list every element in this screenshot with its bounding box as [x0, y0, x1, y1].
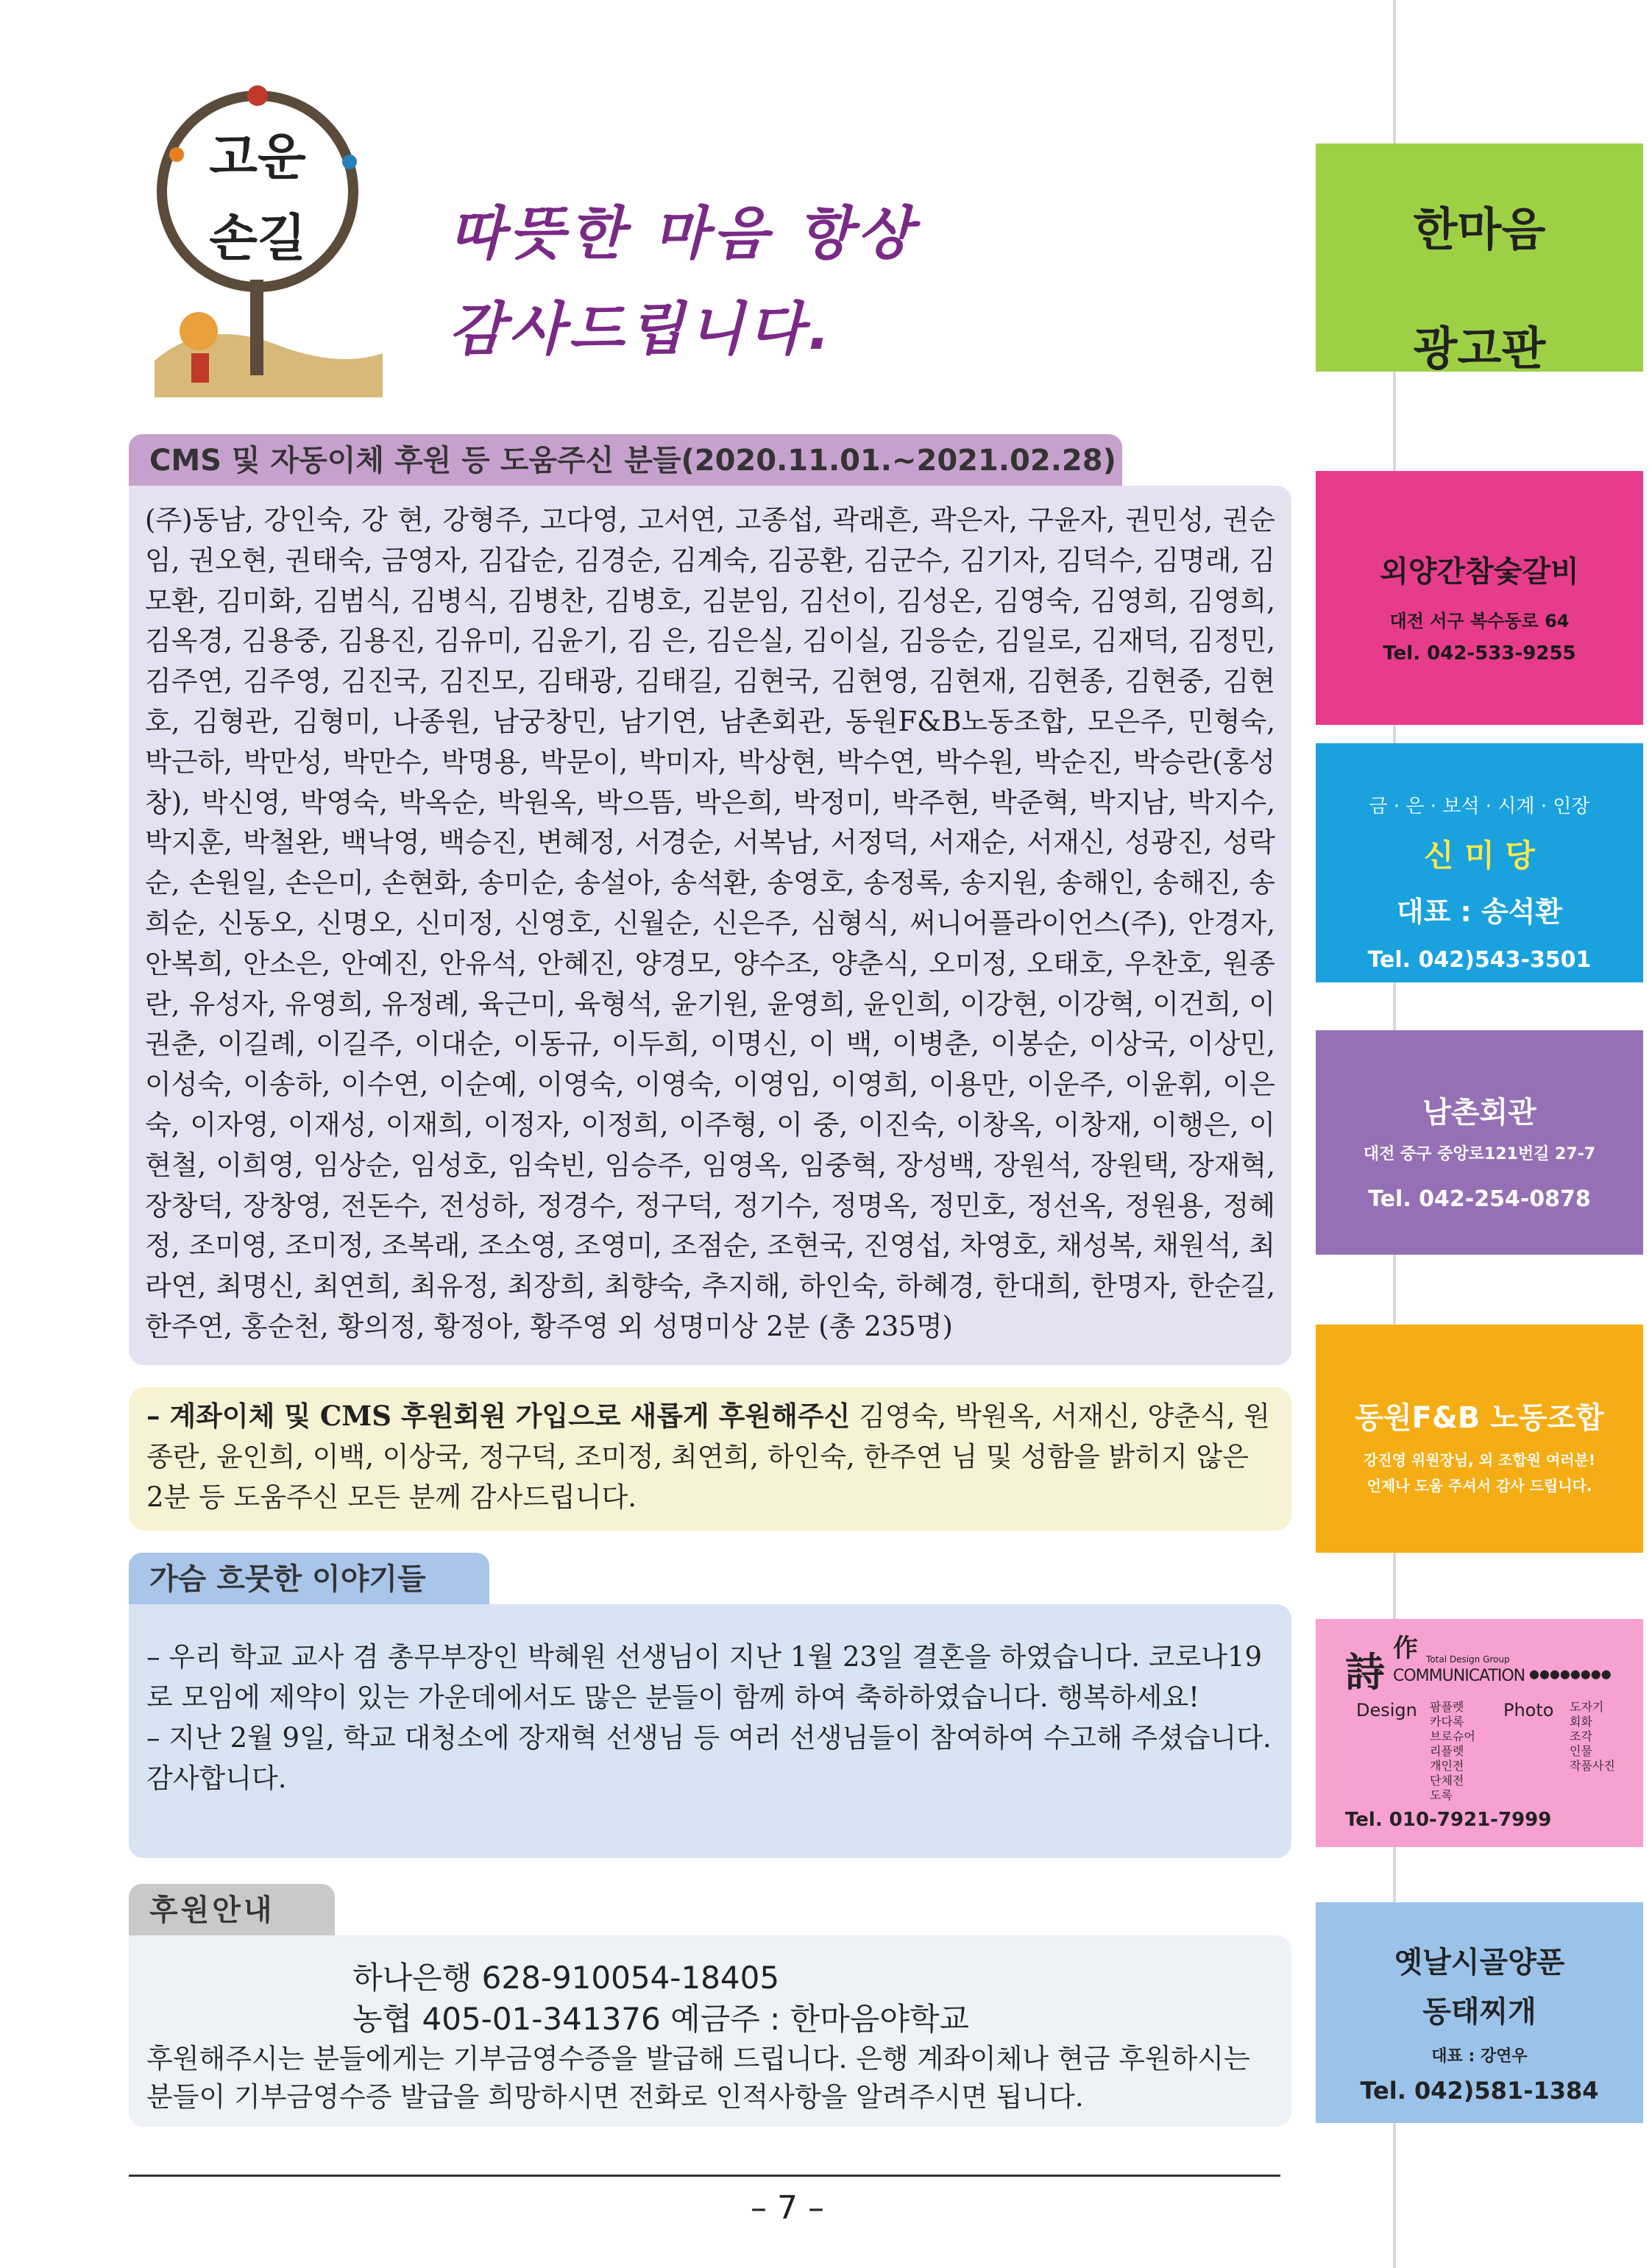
ad2-name: 신 미 당 [1424, 837, 1535, 873]
ad6-line2: 동태찌개 [1422, 1995, 1536, 2029]
ad5-design-items: 팜플렛 카다록 브로슈어 리플렛 개인전 단체전 도록 [1430, 1700, 1475, 1802]
bank-account-nh: 농협 405-01-341376 예금주 : 한마음야학교 [352, 2001, 970, 2037]
ad-dongwon-union [1316, 1325, 1643, 1553]
ad5-photo-label: Photo [1503, 1700, 1554, 1721]
ad2-tel: Tel. 042)543-3501 [1367, 947, 1592, 973]
logo-text-line1: 고운 [209, 129, 306, 187]
ad2-subtitle: 금 · 은 · 보석 · 시계 · 인장 [1369, 795, 1590, 818]
ad5-logo-si: 詩 [1345, 1649, 1385, 1695]
story-paragraph-1: – 우리 학교 교사 겸 총무부장인 박혜원 선생님이 지난 1월 23일 결혼을 하였습니다. 코로나19로 모임에 제약이 있는 가운데에서도 많은 분들이 함께 하여 축하하였습니다. 행복하세요! [146, 1641, 1263, 1713]
ad4-line2: 언제나 도움 주셔서 감사 드립니다. [1366, 1477, 1592, 1495]
ad-donghae-jjigae [1316, 1902, 1643, 2123]
bank-account-hana: 하나은행 628-910054-18405 [352, 1960, 780, 1996]
ad5-group: Total Design Group [1426, 1654, 1510, 1665]
support-note: 후원해주시는 분들에게는 기부금영수증을 발급해 드립니다. 은행 계좌이체나 현금 후원하시는 분들이 기부금영수증 발급을 희망하시면 전화로 인적사항을 알려주시면 됩니다. [146, 2043, 1250, 2113]
logo-text-line2: 손길 [209, 210, 306, 268]
story-box [129, 1604, 1291, 1858]
ad-oeyanggan [1316, 471, 1643, 725]
page-number: – 7 – [751, 2189, 824, 2227]
ad3-name: 남촌회관 [1422, 1096, 1536, 1130]
support-section-header: 후원안내 [129, 1884, 335, 1937]
ad5-photo-items: 도자기 회화 조각 인물 작품사진 [1570, 1700, 1615, 1773]
story-paragraph-2: – 지난 2월 9일, 학교 대청소에 장재혁 선생님 등 여러 선생님들이 참여하여 수고해 주셨습니다. 감사합니다. [146, 1722, 1272, 1794]
footer-rule [129, 2175, 1280, 2177]
ad5-dots: ●●●●●●●● [1529, 1667, 1612, 1681]
ad-board-title [1316, 143, 1643, 375]
ad5-tel: Tel. 010-7921-7999 [1345, 1809, 1552, 1831]
ad-sijak-communication [1316, 1619, 1643, 1847]
support-box [129, 1935, 1291, 2127]
story-section-header: 가슴 흐뭇한 이야기들 [129, 1553, 489, 1606]
ad-board-line1: 한마음 [1413, 202, 1546, 256]
ad-board-line2: 광고판 [1413, 322, 1546, 375]
ad5-design-label: Design [1356, 1700, 1417, 1721]
ad-sinmidang [1316, 743, 1643, 982]
ad6-representative: 대표 : 강연우 [1431, 2047, 1528, 2066]
ad3-address: 대전 중구 중앙로121번길 27-7 [1363, 1145, 1596, 1163]
ad4-line1: 강진영 위원장님, 외 조합원 여러분! [1363, 1451, 1596, 1469]
cms-section-header: CMS 및 자동이체 후원 등 도움주신 분들(2020.11.01.~2021.02.28) [129, 434, 1122, 487]
page-title-line1: 따뜻한 마음 항상 [449, 201, 917, 267]
page-title-line2: 감사드립니다. [449, 297, 834, 363]
cms-donor-list: (주)동남, 강인숙, 강 현, 강형주, 고다영, 고서연, 고종섭, 곽래흔, 곽은자, 구윤자, 권민성, 권순임, 권오현, 권태숙, 금영자, 김갑순, 김경순, 김계숙, 김공환, 김군수, 김기자, 김덕수, 김명래, 김모환, 김미화, 김범식, 김병식, 김병찬, 김병호, 김분임, 김선이, 김성온, 김영숙, 김영희, 김영희, 김옥경, 김용중, 김용진, 김유미, 김윤기, 김 은, 김은실, 김이실, 김응순, 김일로, 김재덕, 김정민, 김주연, 김주영, 김진국, 김진모, 김태광, 김태길, 김현국, 김현영, 김현재, 김현종, 김현중, 김현호, 김형관, 김형미, 나종원, 남궁창민, 남기연, 남촌회관, 동원F&B노동조합, 모은주, 민형숙, 박근하, 박만성, 박만수, 박명용, 박문이, 박미자, 박상현, 박수연, 박수원, 박순진, 박승란(홍성창), 박신영, 박영숙, 박옥순, 박원옥, 박으뜸, 박은희, 박정미, 박주현, 박준혁, 박지남, 박지수, 박지훈, 박철완, 백낙영, 백승진, 변혜정, 서경순, 서복남, 서정덕, 서재순, 서재신, 성광진, 성락순, 손원일, 손은미, 손현화, 송미순, 송설아, 송석환, 송영호, 송정록, 송지원, 송해인, 송해진, 송희순, 신동오, 신명오, 신미정, 신영호, 신월순, 신은주, 심형식, 써니어플라이언스(주), 안경자, 안복희, 안소은, 안예진, 안유석, 안혜진, 양경모, 양수조, 양춘식, 오미정, 오태호, 우찬호, 원종란, 유성자, 유영희, 유정례, 육근미, 육형석, 윤기원, 윤영희, 윤인희, 이강현, 이강혁, 이건희, 이권춘, 이길례, 이길주, 이대순, 이동규, 이두희, 이명신, 이 백, 이병춘, 이봉순, 이상국, 이상민, 이성숙, 이송하, 이수연, 이순예, 이영숙, 이영숙, 이영임, 이영희, 이용만, 이운주, 이윤휘, 이은숙, 이자영, 이재성, 이재희, 이정자, 이정희, 이주형, 이 중, 이진숙, 이창옥, 이창재, 이행은, 이현철, 이희영, 임상순, 임성호, 임숙빈, 임승주, 임영옥, 임중혁, 장성백, 장원석, 장원택, 장재혁, 장창덕, 장창영, 전돈수, 전성하, 정경수, 정구덕, 정기수, 정명옥, 정민호, 정선옥, 정원용, 정혜정, 조미영, 조미정, 조복래, 조소영, 조영미, 조점순, 조현국, 진영섭, 차영호, 채성복, 채원석, 최라연, 최명신, 최연희, 최유정, 최장희, 최향숙, 추지해, 하인숙, 하혜경, 한대희, 한명자, 한순길, 한주연, 홍순천, 황의정, 황정아, 황주영 외 성명미상 2분 (총 235명) [129, 486, 1291, 1365]
goun-songil-logo [147, 81, 390, 397]
ad6-line1: 옛날시골양푼 [1394, 1946, 1565, 1980]
ad1-address: 대전 서구 복수동로 64 [1389, 611, 1570, 631]
new-donor-thanks [129, 1387, 1291, 1531]
ad1-name: 외양간참숯갈비 [1380, 555, 1579, 589]
thanks-lead: – 계좌이체 및 CMS 후원회원 가입으로 새롭게 후원해주신 [146, 1400, 851, 1432]
ad4-name: 동원F&B 노동조합 [1355, 1401, 1604, 1435]
ad-namchon-hoegwan [1316, 1030, 1643, 1255]
ad2-representative: 대표 : 송석환 [1396, 896, 1563, 928]
ad1-tel: Tel. 042-533-9255 [1383, 642, 1576, 665]
ad5-communication: COMMUNICATION [1393, 1667, 1525, 1685]
ad3-tel: Tel. 042-254-0878 [1368, 1186, 1591, 1212]
ad5-logo-jak: 作 [1393, 1634, 1418, 1663]
thanks-rest: 김영숙, 박원옥, 서재신, 양춘식, 원종란, 윤인희, 이백, 이상국, 정구덕, 조미정, 최연희, 하인숙, 한주연 님 및 성함을 밝히지 않은 2분 등 도움주신 모든 분께 감사드립니다. [146, 1400, 1270, 1513]
ad6-tel: Tel. 042)581-1384 [1360, 2077, 1599, 2105]
